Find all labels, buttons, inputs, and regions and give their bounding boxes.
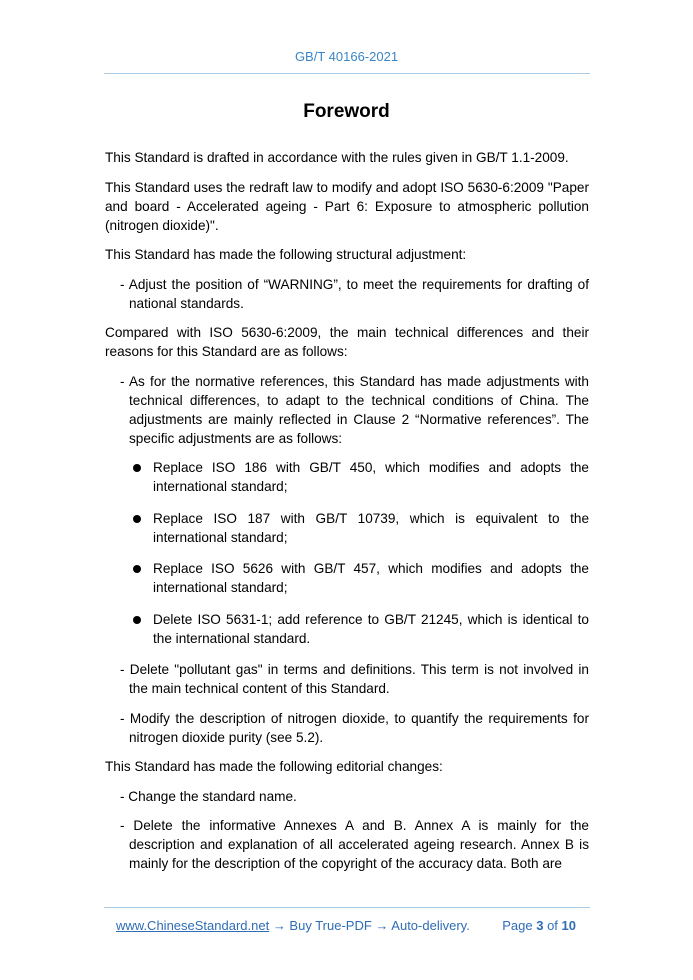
page-indicator bbox=[502, 918, 576, 933]
dash-item: - As for the normative references, this Standard has made adjustments with technical differences, to adapt to the technical conditions of China. The adjustments are mainly reflected in Clause 2 “Normative references”. The specific adjustments are as follows: bbox=[120, 373, 589, 446]
paragraph: Compared with ISO 5630-6:2009, the main technical differences and their reasons for this Standard are as follows: bbox=[105, 325, 589, 359]
footer-tagline: → Buy True-PDF → Auto-delivery. bbox=[269, 918, 470, 933]
dash-item: - Delete "pollutant gas" in terms and definitions. This term is not involved in the main technical content of this Standard. bbox=[120, 662, 589, 696]
paragraph: This Standard has made the following structural adjustment: bbox=[105, 247, 467, 262]
bullet-text: Replace ISO 187 with GB/T 10739, which is equivalent to the international standard; bbox=[153, 510, 589, 545]
bullet-text: Replace ISO 5626 with GB/T 457, which modifies and adopts the international standard; bbox=[153, 561, 589, 595]
page-title: Foreword bbox=[303, 101, 390, 122]
bullet-icon bbox=[133, 464, 141, 472]
bullet-icon bbox=[133, 616, 141, 624]
bullet-item bbox=[133, 610, 589, 648]
bullet-icon bbox=[133, 515, 141, 523]
bullet-text: Replace ISO 186 with GB/T 450, which modifies and adopts the international standard; bbox=[153, 460, 589, 494]
paragraph: This Standard has made the following editorial changes: bbox=[105, 759, 443, 774]
website-link[interactable]: www.ChineseStandard.net bbox=[116, 918, 270, 933]
bullet-icon bbox=[133, 565, 141, 573]
document-id-header: GB/T 40166-2021 bbox=[294, 49, 399, 64]
bullet-item bbox=[133, 509, 589, 547]
dash-item: - Delete the informative Annexes A and B. Annex A is mainly for the description and explanation of all accelerated ageing research. Annex B is mainly for the description of the copyright of the accuracy data. Both are bbox=[120, 818, 589, 871]
bullet-item bbox=[133, 559, 589, 597]
footer-divider bbox=[104, 907, 590, 908]
header-divider bbox=[104, 73, 590, 74]
document-body bbox=[105, 148, 589, 884]
total-pages: 10 bbox=[561, 918, 576, 933]
bullet-item bbox=[133, 458, 589, 496]
paragraph: This Standard uses the redraft law to modify and adopt ISO 5630-6:2009 "Paper and board - Accelerated ageing - Part 6: Exposure to atmospheric pollution (nitrogen dioxide)". bbox=[105, 179, 589, 233]
bullet-text: Delete ISO 5631-1; add reference to GB/T 21245, which is identical to the international standard. bbox=[153, 611, 589, 646]
dash-item: - Modify the description of nitrogen dioxide, to quantify the requirements for nitrogen dioxide purity (see 5.2). bbox=[120, 710, 589, 745]
footer bbox=[116, 918, 590, 933]
current-page: 3 bbox=[536, 918, 544, 933]
dash-item: - Change the standard name. bbox=[120, 788, 297, 804]
dash-item: - Adjust the position of “WARNING”, to meet the requirements for drafting of national standards. bbox=[120, 276, 589, 311]
paragraph: This Standard is drafted in accordance with the rules given in GB/T 1.1-2009. bbox=[105, 150, 569, 165]
of-label: of bbox=[547, 918, 558, 933]
page-label: Page bbox=[502, 918, 533, 933]
